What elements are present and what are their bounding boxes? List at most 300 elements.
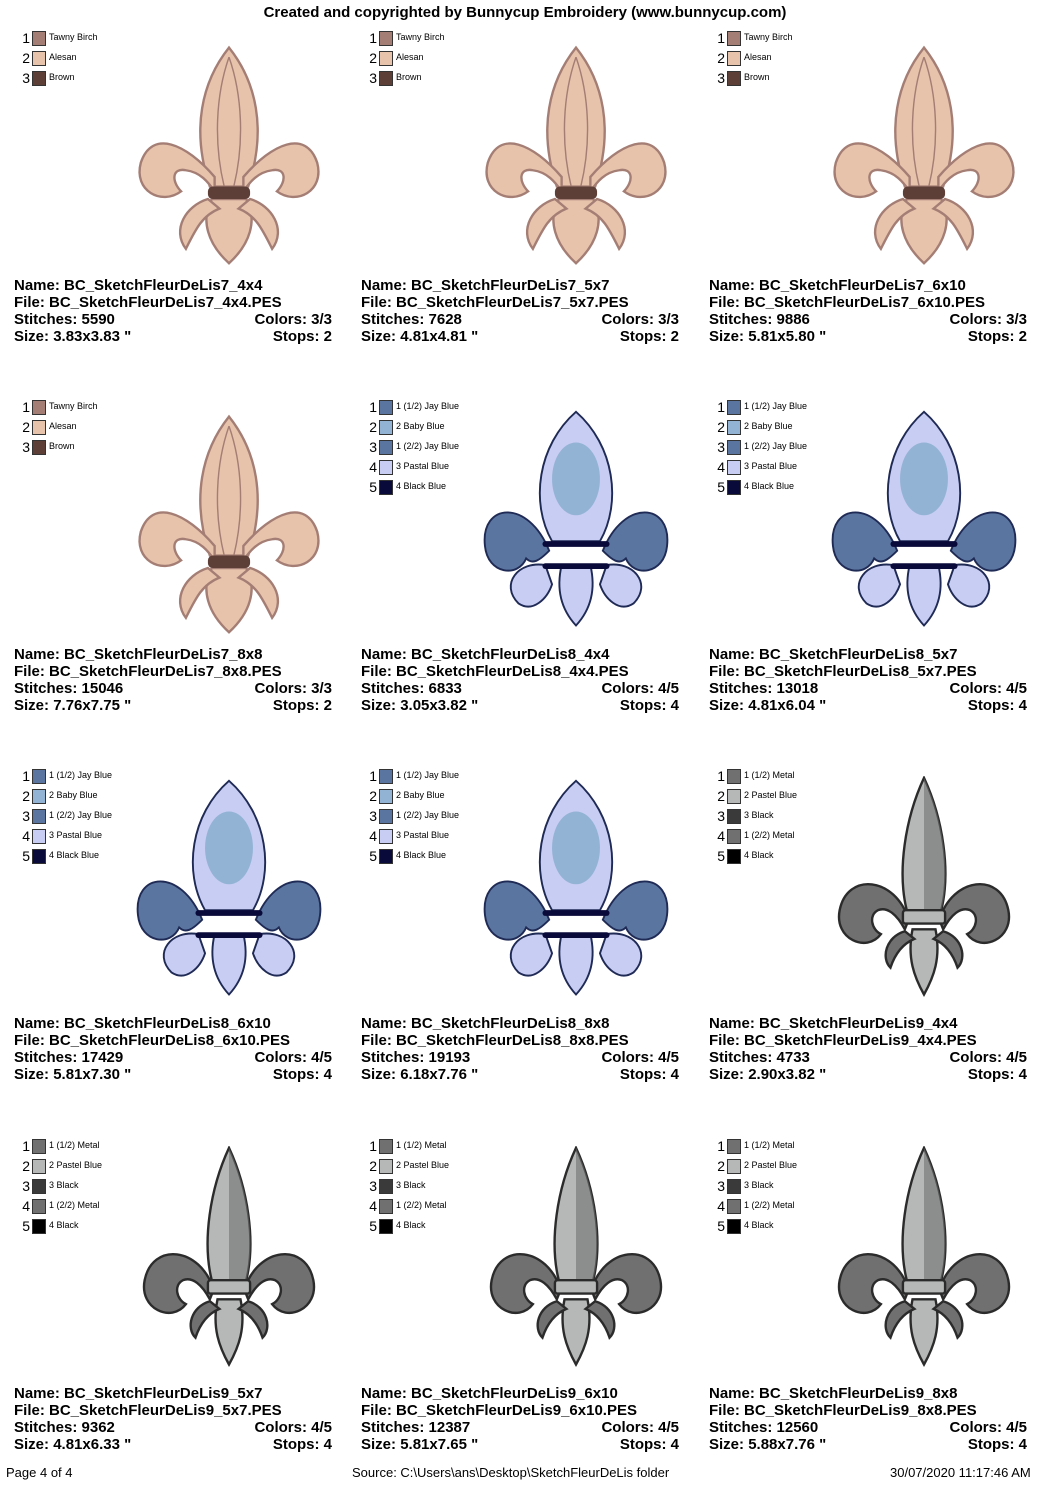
colors-label: Colors: bbox=[949, 311, 1007, 328]
size-stops-line bbox=[14, 697, 332, 714]
name-label: Name: bbox=[14, 1385, 65, 1402]
stitches-label: Stitches: bbox=[14, 1419, 82, 1436]
file-label: File: bbox=[361, 294, 397, 311]
thread-color-number: 4 bbox=[369, 1198, 377, 1214]
thread-color-name: 4 Black bbox=[744, 1220, 774, 1230]
stitches-colors-line bbox=[361, 680, 679, 697]
thread-color-name: 1 (2/2) Jay Blue bbox=[396, 810, 460, 820]
design-file: BC_SketchFleurDeLis7_5x7.PES bbox=[396, 294, 629, 311]
thread-color-swatch bbox=[727, 1139, 741, 1154]
file-label: File: bbox=[709, 1032, 745, 1049]
thread-color-name: 2 Pastel Blue bbox=[744, 790, 798, 800]
thread-color-number: 5 bbox=[717, 848, 725, 864]
design-file-line bbox=[14, 1032, 332, 1049]
design-info bbox=[361, 277, 679, 345]
design-name-line bbox=[14, 1385, 332, 1402]
design-name-line bbox=[14, 646, 332, 663]
print-timestamp: 30/07/2020 11:17:46 AM bbox=[890, 1465, 1031, 1480]
thread-color-swatch bbox=[32, 31, 46, 46]
size-label: Size: bbox=[14, 328, 54, 345]
thread-color-name: 2 Baby Blue bbox=[396, 790, 445, 800]
size-label: Size: bbox=[361, 1066, 401, 1083]
thread-color-name: 3 Pastal Blue bbox=[396, 461, 450, 471]
stop-count: 4 bbox=[1018, 1436, 1027, 1453]
design-info bbox=[709, 1015, 1027, 1083]
thread-color-name: Tawny Birch bbox=[744, 32, 793, 42]
thread-color-number: 2 bbox=[369, 50, 377, 66]
thread-color-number: 2 bbox=[22, 1158, 30, 1174]
stop-count: 4 bbox=[1018, 1066, 1027, 1083]
design-file: BC_SketchFleurDeLis7_4x4.PES bbox=[49, 294, 282, 311]
thread-color-number: 5 bbox=[369, 479, 377, 495]
stops-label: Stops: bbox=[272, 697, 324, 714]
size-stops-line bbox=[361, 1436, 679, 1453]
thread-color-swatch bbox=[379, 769, 393, 784]
thread-color-name: Alesan bbox=[396, 52, 424, 62]
thread-color-number: 3 bbox=[22, 808, 30, 824]
thread-color-name: 3 Pastal Blue bbox=[396, 830, 450, 840]
thread-color-swatch bbox=[727, 31, 741, 46]
thread-color-number: 4 bbox=[717, 1198, 725, 1214]
thread-color-name: 1 (1/2) Metal bbox=[49, 1140, 100, 1150]
thread-color-number: 3 bbox=[717, 1178, 725, 1194]
design-file: BC_SketchFleurDeLis9_4x4.PES bbox=[744, 1032, 977, 1049]
thread-color-number: 3 bbox=[369, 1178, 377, 1194]
thread-color-number: 2 bbox=[717, 1158, 725, 1174]
color-count: 4/5 bbox=[1006, 1049, 1027, 1066]
color-count: 3/3 bbox=[311, 311, 332, 328]
thread-color-number: 2 bbox=[369, 419, 377, 435]
design-name: BC_SketchFleurDeLis8_8x8 bbox=[411, 1015, 610, 1032]
design-name-line bbox=[709, 1015, 1027, 1032]
thread-color-number: 5 bbox=[717, 479, 725, 495]
fleur-de-lis-design-preview bbox=[471, 1146, 681, 1376]
thread-color-number: 3 bbox=[369, 808, 377, 824]
thread-color-number: 2 bbox=[22, 419, 30, 435]
name-label: Name: bbox=[14, 1015, 65, 1032]
name-label: Name: bbox=[361, 277, 412, 294]
thread-color-swatch bbox=[32, 1199, 46, 1214]
stitches-colors-line bbox=[14, 680, 332, 697]
thread-color-number: 1 bbox=[22, 768, 30, 784]
design-file-line bbox=[709, 663, 1027, 680]
stop-count: 2 bbox=[323, 328, 332, 345]
page-title: Created and copyrighted by Bunnycup Embroidery (www.bunnycup.com) bbox=[263, 4, 787, 21]
thread-color-name: 1 (1/2) Jay Blue bbox=[744, 401, 808, 411]
thread-color-swatch bbox=[727, 71, 741, 86]
design-size: 5.81x7.30 " bbox=[53, 1066, 132, 1083]
design-card bbox=[709, 762, 1049, 1122]
stitches-colors-line bbox=[709, 311, 1027, 328]
thread-color-number: 3 bbox=[717, 70, 725, 86]
stitches-label: Stitches: bbox=[14, 1049, 82, 1066]
size-label: Size: bbox=[361, 328, 401, 345]
thread-color-name: Tawny Birch bbox=[49, 32, 98, 42]
design-card bbox=[709, 24, 1049, 384]
design-name: BC_SketchFleurDeLis7_5x7 bbox=[411, 277, 610, 294]
color-count: 3/3 bbox=[658, 311, 679, 328]
thread-color-name: 1 (2/2) Jay Blue bbox=[744, 441, 808, 451]
design-info bbox=[709, 646, 1027, 714]
name-label: Name: bbox=[361, 1015, 412, 1032]
thread-color-swatch bbox=[32, 789, 46, 804]
design-name: BC_SketchFleurDeLis7_6x10 bbox=[759, 277, 966, 294]
file-label: File: bbox=[709, 663, 745, 680]
thread-color-number: 1 bbox=[22, 30, 30, 46]
name-label: Name: bbox=[361, 646, 412, 663]
stitch-count: 4733 bbox=[776, 1049, 810, 1066]
colors-label: Colors: bbox=[949, 680, 1007, 697]
stitches-colors-line bbox=[361, 311, 679, 328]
design-file-line bbox=[14, 294, 332, 311]
thread-color-name: 4 Black bbox=[744, 850, 774, 860]
thread-color-number: 5 bbox=[369, 1218, 377, 1234]
color-count: 3/3 bbox=[311, 680, 332, 697]
thread-color-swatch bbox=[727, 789, 741, 804]
design-card bbox=[709, 1132, 1049, 1492]
design-name-line bbox=[14, 1015, 332, 1032]
thread-color-swatch bbox=[379, 440, 393, 455]
stops-label: Stops: bbox=[272, 1436, 324, 1453]
size-stops-line bbox=[361, 328, 679, 345]
thread-color-number: 1 bbox=[22, 399, 30, 415]
thread-color-swatch bbox=[32, 1219, 46, 1234]
fleur-de-lis-design-preview bbox=[819, 407, 1029, 637]
color-count: 4/5 bbox=[658, 1419, 679, 1436]
thread-color-swatch bbox=[379, 789, 393, 804]
name-label: Name: bbox=[709, 1385, 760, 1402]
thread-color-swatch bbox=[379, 31, 393, 46]
thread-color-name: 2 Baby Blue bbox=[744, 421, 793, 431]
thread-color-number: 3 bbox=[22, 70, 30, 86]
thread-color-swatch bbox=[32, 71, 46, 86]
design-name: BC_SketchFleurDeLis9_5x7 bbox=[64, 1385, 263, 1402]
size-label: Size: bbox=[14, 1066, 54, 1083]
design-name-line bbox=[361, 646, 679, 663]
file-label: File: bbox=[361, 1032, 397, 1049]
stop-count: 2 bbox=[670, 328, 679, 345]
name-label: Name: bbox=[709, 646, 760, 663]
design-name: BC_SketchFleurDeLis8_6x10 bbox=[64, 1015, 271, 1032]
stops-label: Stops: bbox=[967, 328, 1019, 345]
thread-color-name: 1 (2/2) Metal bbox=[396, 1200, 447, 1210]
thread-color-swatch bbox=[727, 440, 741, 455]
thread-color-name: 1 (1/2) Metal bbox=[744, 770, 795, 780]
thread-color-name: 1 (1/2) Jay Blue bbox=[49, 770, 113, 780]
thread-color-number: 2 bbox=[22, 788, 30, 804]
thread-color-swatch bbox=[727, 51, 741, 66]
design-file-line bbox=[14, 1402, 332, 1419]
thread-color-swatch bbox=[727, 1199, 741, 1214]
design-size: 3.05x3.82 " bbox=[400, 697, 479, 714]
stitches-colors-line bbox=[709, 1419, 1027, 1436]
stitches-label: Stitches: bbox=[14, 680, 82, 697]
thread-color-name: 1 (2/2) Jay Blue bbox=[396, 441, 460, 451]
name-label: Name: bbox=[709, 1015, 760, 1032]
design-name: BC_SketchFleurDeLis8_4x4 bbox=[411, 646, 610, 663]
design-file: BC_SketchFleurDeLis8_8x8.PES bbox=[396, 1032, 629, 1049]
thread-color-name: 2 Pastel Blue bbox=[396, 1160, 450, 1170]
thread-color-number: 4 bbox=[22, 828, 30, 844]
design-card bbox=[361, 393, 701, 753]
stitch-count: 17429 bbox=[81, 1049, 124, 1066]
stop-count: 2 bbox=[1018, 328, 1027, 345]
thread-color-name: Brown bbox=[744, 72, 770, 82]
thread-color-swatch bbox=[379, 71, 393, 86]
thread-color-name: 3 Black bbox=[49, 1180, 79, 1190]
design-name-line bbox=[709, 1385, 1027, 1402]
thread-color-name: 1 (2/2) Jay Blue bbox=[49, 810, 113, 820]
design-file: BC_SketchFleurDeLis9_5x7.PES bbox=[49, 1402, 282, 1419]
design-file-line bbox=[361, 1032, 679, 1049]
thread-color-number: 2 bbox=[717, 788, 725, 804]
size-stops-line bbox=[709, 328, 1027, 345]
thread-color-swatch bbox=[727, 480, 741, 495]
file-label: File: bbox=[361, 663, 397, 680]
stitch-count: 5590 bbox=[81, 311, 115, 328]
thread-color-swatch bbox=[379, 1179, 393, 1194]
thread-color-name: 3 Pastal Blue bbox=[49, 830, 103, 840]
source-path: Source: C:\Users\ans\Desktop\SketchFleurDeLis folder bbox=[352, 1465, 670, 1480]
thread-color-number: 3 bbox=[369, 439, 377, 455]
fleur-de-lis-design-preview bbox=[471, 38, 681, 268]
thread-color-swatch bbox=[379, 1199, 393, 1214]
thread-color-swatch bbox=[379, 849, 393, 864]
design-size: 7.76x7.75 " bbox=[53, 697, 132, 714]
stitches-label: Stitches: bbox=[709, 1419, 777, 1436]
stitch-count: 12560 bbox=[776, 1419, 819, 1436]
stitch-count: 9886 bbox=[776, 311, 810, 328]
stitch-count: 19193 bbox=[428, 1049, 471, 1066]
thread-color-swatch bbox=[379, 480, 393, 495]
stops-label: Stops: bbox=[619, 1436, 671, 1453]
thread-color-swatch bbox=[32, 51, 46, 66]
color-count: 3/3 bbox=[1006, 311, 1027, 328]
thread-color-swatch bbox=[379, 460, 393, 475]
thread-color-name: 4 Black Blue bbox=[49, 850, 100, 860]
thread-color-swatch bbox=[32, 1139, 46, 1154]
design-info bbox=[14, 646, 332, 714]
fleur-de-lis-design-preview bbox=[819, 38, 1029, 268]
stitches-label: Stitches: bbox=[361, 1049, 429, 1066]
stitches-colors-line bbox=[14, 1419, 332, 1436]
thread-color-name: 2 Baby Blue bbox=[49, 790, 98, 800]
thread-color-swatch bbox=[727, 769, 741, 784]
size-label: Size: bbox=[361, 1436, 401, 1453]
thread-color-number: 2 bbox=[717, 50, 725, 66]
stitches-label: Stitches: bbox=[14, 311, 82, 328]
thread-color-number: 1 bbox=[369, 399, 377, 415]
design-file: BC_SketchFleurDeLis8_6x10.PES bbox=[49, 1032, 290, 1049]
thread-color-name: 4 Black Blue bbox=[744, 481, 795, 491]
design-file-line bbox=[709, 294, 1027, 311]
design-info bbox=[361, 646, 679, 714]
size-stops-line bbox=[709, 1066, 1027, 1083]
design-size: 5.81x5.80 " bbox=[748, 328, 827, 345]
thread-color-name: 2 Pastel Blue bbox=[744, 1160, 798, 1170]
thread-color-number: 1 bbox=[717, 30, 725, 46]
thread-color-number: 2 bbox=[369, 1158, 377, 1174]
stitch-count: 12387 bbox=[428, 1419, 471, 1436]
stitches-label: Stitches: bbox=[709, 680, 777, 697]
thread-color-swatch bbox=[32, 1179, 46, 1194]
colors-label: Colors: bbox=[254, 311, 312, 328]
thread-color-swatch bbox=[727, 809, 741, 824]
stops-label: Stops: bbox=[967, 1436, 1019, 1453]
thread-color-number: 1 bbox=[369, 1138, 377, 1154]
stop-count: 2 bbox=[323, 697, 332, 714]
colors-label: Colors: bbox=[949, 1049, 1007, 1066]
thread-color-number: 4 bbox=[717, 828, 725, 844]
fleur-de-lis-design-preview bbox=[124, 1146, 334, 1376]
thread-color-name: 1 (2/2) Metal bbox=[49, 1200, 100, 1210]
thread-color-name: 2 Pastel Blue bbox=[49, 1160, 103, 1170]
colors-label: Colors: bbox=[949, 1419, 1007, 1436]
design-file: BC_SketchFleurDeLis7_8x8.PES bbox=[49, 663, 282, 680]
color-count: 4/5 bbox=[1006, 680, 1027, 697]
thread-color-number: 3 bbox=[369, 70, 377, 86]
colors-label: Colors: bbox=[601, 680, 659, 697]
stops-label: Stops: bbox=[619, 328, 671, 345]
thread-color-swatch bbox=[379, 829, 393, 844]
design-file: BC_SketchFleurDeLis7_6x10.PES bbox=[744, 294, 985, 311]
thread-color-name: 3 Black bbox=[744, 1180, 774, 1190]
thread-color-number: 3 bbox=[22, 1178, 30, 1194]
design-size: 5.81x7.65 " bbox=[400, 1436, 479, 1453]
stitch-count: 7628 bbox=[428, 311, 462, 328]
size-stops-line bbox=[709, 697, 1027, 714]
design-file: BC_SketchFleurDeLis8_4x4.PES bbox=[396, 663, 629, 680]
design-card bbox=[14, 762, 354, 1122]
thread-color-name: 4 Black Blue bbox=[396, 850, 447, 860]
design-name: BC_SketchFleurDeLis9_8x8 bbox=[759, 1385, 958, 1402]
design-size: 4.81x6.04 " bbox=[748, 697, 827, 714]
stop-count: 4 bbox=[670, 1066, 679, 1083]
thread-color-name: Tawny Birch bbox=[396, 32, 445, 42]
thread-color-swatch bbox=[727, 849, 741, 864]
size-label: Size: bbox=[709, 697, 749, 714]
thread-color-swatch bbox=[727, 400, 741, 415]
design-info bbox=[14, 1015, 332, 1083]
design-card bbox=[709, 393, 1049, 753]
design-file: BC_SketchFleurDeLis8_5x7.PES bbox=[744, 663, 977, 680]
thread-color-swatch bbox=[32, 829, 46, 844]
thread-color-number: 4 bbox=[22, 1198, 30, 1214]
stops-label: Stops: bbox=[272, 1066, 324, 1083]
design-name: BC_SketchFleurDeLis7_4x4 bbox=[64, 277, 263, 294]
colors-label: Colors: bbox=[254, 1419, 312, 1436]
design-size: 3.83x3.83 " bbox=[53, 328, 132, 345]
thread-color-name: 1 (1/2) Metal bbox=[744, 1140, 795, 1150]
design-name: BC_SketchFleurDeLis9_4x4 bbox=[759, 1015, 958, 1032]
fleur-de-lis-design-preview bbox=[819, 776, 1029, 1006]
fleur-de-lis-design-preview bbox=[124, 38, 334, 268]
file-label: File: bbox=[14, 1032, 50, 1049]
size-stops-line bbox=[709, 1436, 1027, 1453]
stop-count: 4 bbox=[323, 1436, 332, 1453]
thread-color-number: 1 bbox=[369, 30, 377, 46]
design-name-line bbox=[361, 1015, 679, 1032]
stitch-count: 13018 bbox=[776, 680, 819, 697]
thread-color-name: Tawny Birch bbox=[49, 401, 98, 411]
design-file-line bbox=[709, 1402, 1027, 1419]
thread-color-name: 1 (1/2) Jay Blue bbox=[396, 770, 460, 780]
stitches-label: Stitches: bbox=[361, 311, 429, 328]
thread-color-name: 4 Black Blue bbox=[396, 481, 447, 491]
thread-color-number: 3 bbox=[22, 439, 30, 455]
thread-color-swatch bbox=[379, 1159, 393, 1174]
stitches-colors-line bbox=[14, 311, 332, 328]
file-label: File: bbox=[361, 1402, 397, 1419]
stops-label: Stops: bbox=[619, 697, 671, 714]
thread-color-number: 1 bbox=[717, 1138, 725, 1154]
thread-color-name: 3 Black bbox=[396, 1180, 426, 1190]
stop-count: 4 bbox=[670, 697, 679, 714]
design-file-line bbox=[361, 294, 679, 311]
thread-color-swatch bbox=[379, 51, 393, 66]
design-card bbox=[14, 393, 354, 753]
thread-color-name: 1 (2/2) Metal bbox=[744, 1200, 795, 1210]
stop-count: 4 bbox=[323, 1066, 332, 1083]
stop-count: 4 bbox=[670, 1436, 679, 1453]
stitch-count: 6833 bbox=[428, 680, 462, 697]
thread-color-number: 2 bbox=[369, 788, 377, 804]
design-info bbox=[709, 1385, 1027, 1453]
stop-count: 4 bbox=[1018, 697, 1027, 714]
size-label: Size: bbox=[14, 1436, 54, 1453]
design-file-line bbox=[361, 1402, 679, 1419]
colors-label: Colors: bbox=[601, 311, 659, 328]
size-label: Size: bbox=[361, 697, 401, 714]
thread-color-swatch bbox=[32, 420, 46, 435]
thread-color-number: 4 bbox=[369, 828, 377, 844]
thread-color-name: Brown bbox=[49, 441, 75, 451]
thread-color-name: Alesan bbox=[744, 52, 772, 62]
stitches-label: Stitches: bbox=[361, 680, 429, 697]
thread-color-name: 1 (2/2) Metal bbox=[744, 830, 795, 840]
stitches-label: Stitches: bbox=[709, 1049, 777, 1066]
thread-color-swatch bbox=[32, 400, 46, 415]
thread-color-swatch bbox=[727, 420, 741, 435]
design-name: BC_SketchFleurDeLis8_5x7 bbox=[759, 646, 958, 663]
stitches-colors-line bbox=[709, 680, 1027, 697]
stitches-label: Stitches: bbox=[361, 1419, 429, 1436]
thread-color-name: Alesan bbox=[49, 421, 77, 431]
thread-color-swatch bbox=[727, 1179, 741, 1194]
design-name-line bbox=[361, 1385, 679, 1402]
design-name-line bbox=[14, 277, 332, 294]
thread-color-swatch bbox=[379, 1219, 393, 1234]
design-name-line bbox=[361, 277, 679, 294]
thread-color-number: 4 bbox=[717, 459, 725, 475]
thread-color-swatch bbox=[32, 440, 46, 455]
thread-color-name: 1 (1/2) Jay Blue bbox=[396, 401, 460, 411]
stops-label: Stops: bbox=[272, 328, 324, 345]
size-stops-line bbox=[361, 1066, 679, 1083]
name-label: Name: bbox=[14, 646, 65, 663]
design-name-line bbox=[709, 646, 1027, 663]
thread-color-swatch bbox=[32, 1159, 46, 1174]
thread-color-name: Alesan bbox=[49, 52, 77, 62]
design-card bbox=[14, 24, 354, 384]
design-size: 4.81x4.81 " bbox=[400, 328, 479, 345]
file-label: File: bbox=[14, 1402, 50, 1419]
size-label: Size: bbox=[709, 328, 749, 345]
design-card bbox=[361, 24, 701, 384]
thread-color-number: 1 bbox=[22, 1138, 30, 1154]
stops-label: Stops: bbox=[619, 1066, 671, 1083]
design-info bbox=[14, 1385, 332, 1453]
